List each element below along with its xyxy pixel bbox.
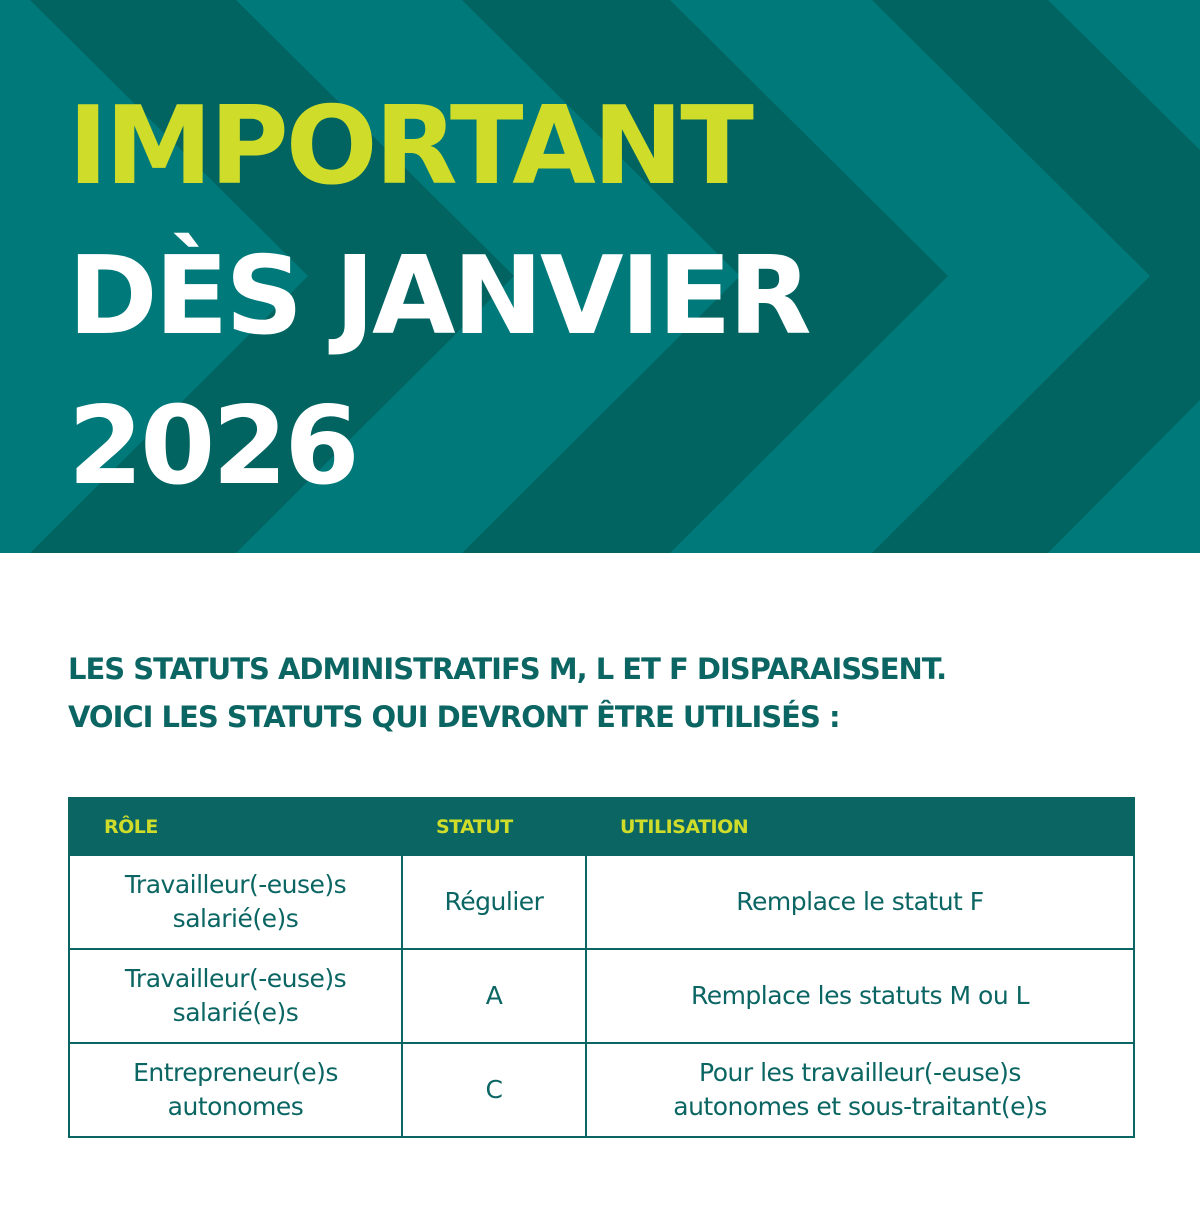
utilisation-cell: [586, 855, 1134, 949]
table-row: [69, 1043, 1134, 1137]
role-cell: [69, 949, 402, 1043]
utilisation-line: Remplace le statut F: [736, 887, 984, 916]
header-banner: [0, 0, 1200, 553]
statut-cell: A: [402, 949, 586, 1043]
role-line: Entrepreneur(e)s: [133, 1058, 338, 1087]
role-line: salarié(e)s: [172, 904, 299, 933]
status-table: [68, 797, 1135, 1138]
table-row: [69, 949, 1134, 1043]
headline-year: 2026: [68, 384, 357, 509]
role-cell: [69, 1043, 402, 1137]
headline-date: DÈS JANVIER: [68, 234, 809, 359]
role-line: autonomes: [167, 1092, 304, 1121]
headline-important: IMPORTANT: [68, 84, 751, 209]
role-cell: [69, 855, 402, 949]
utilisation-cell: [586, 949, 1134, 1043]
utilisation-line: autonomes et sous-traitant(e)s: [673, 1092, 1047, 1121]
role-line: Travailleur(-euse)s: [124, 870, 347, 899]
role-line: salarié(e)s: [172, 998, 299, 1027]
column-header-statut: STATUT: [402, 798, 586, 855]
utilisation-cell: [586, 1043, 1134, 1137]
column-header-role: RÔLE: [69, 798, 402, 855]
intro-heading: [68, 645, 1168, 741]
intro-line-2: VOICI LES STATUTS QUI DEVRONT ÊTRE UTILISÉS :: [68, 700, 840, 734]
table-header-row: [69, 798, 1134, 855]
intro-line-1: LES STATUTS ADMINISTRATIFS M, L ET F DISPARAISSENT.: [68, 652, 947, 686]
utilisation-line: Pour les travailleur(-euse)s: [699, 1058, 1021, 1087]
utilisation-line: Remplace les statuts M ou L: [690, 981, 1030, 1010]
role-line: Travailleur(-euse)s: [124, 964, 347, 993]
table-row: [69, 855, 1134, 949]
statut-cell: C: [402, 1043, 586, 1137]
column-header-utilisation: UTILISATION: [586, 798, 1134, 855]
statut-cell: Régulier: [402, 855, 586, 949]
